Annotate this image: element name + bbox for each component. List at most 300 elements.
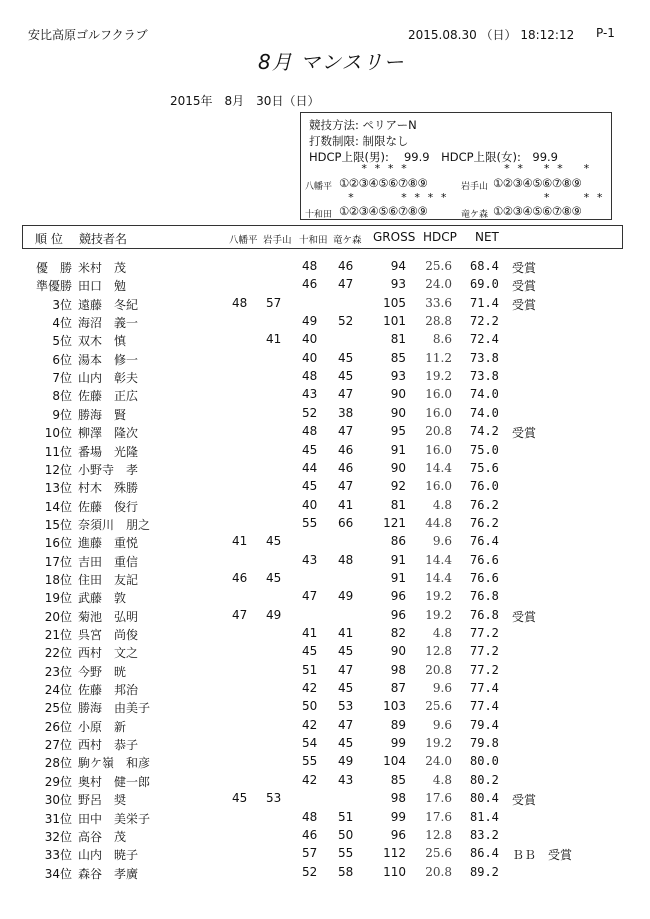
cell-net: 79.8 xyxy=(470,736,499,751)
cell-c4: 47 xyxy=(338,424,354,439)
table-row xyxy=(0,552,650,571)
cell-c3: 51 xyxy=(302,662,318,677)
table-row xyxy=(0,423,650,442)
cell-hdcp: 24.0 xyxy=(425,754,452,769)
cell-rank: 32位 xyxy=(44,829,72,844)
cell-c2: 41 xyxy=(266,332,282,347)
cell-net: 73.8 xyxy=(470,369,499,384)
cell-net: 68.4 xyxy=(470,259,499,273)
cell-hdcp: 19.2 xyxy=(425,607,452,622)
cell-net: 76.8 xyxy=(470,589,499,604)
cell-hdcp: 19.2 xyxy=(425,369,452,384)
cell-c3: 43 xyxy=(302,552,318,567)
table-row xyxy=(0,662,650,681)
cell-rank: 26位 xyxy=(44,719,72,734)
cell-hdcp: 20.8 xyxy=(425,864,452,879)
hole-selection-1: ①②③④⑤⑥⑦⑧⑨ xyxy=(339,176,428,190)
cell-gross: 98 xyxy=(390,791,406,806)
cell-name: 奈須川 朋之 xyxy=(78,517,151,532)
cell-gross: 95 xyxy=(390,424,406,439)
stroke-limit: 打数制限: 制限なし xyxy=(309,134,409,148)
cell-hdcp: 24.0 xyxy=(425,277,452,292)
cell-c4: 45 xyxy=(338,736,354,751)
cell-rank: 22位 xyxy=(44,646,72,661)
table-row xyxy=(0,717,650,736)
cell-c3: 41 xyxy=(302,626,318,640)
table-row xyxy=(0,827,650,846)
cell-gross: 99 xyxy=(390,809,406,824)
cell-rank: 12位 xyxy=(44,462,72,477)
cell-c4: 52 xyxy=(338,314,354,329)
cell-gross: 85 xyxy=(390,350,406,365)
cell-c2: 45 xyxy=(266,534,282,549)
cell-name: 高谷 茂 xyxy=(78,829,127,844)
table-row xyxy=(0,442,650,461)
cell-c1: 48 xyxy=(232,295,248,310)
cell-c1: 46 xyxy=(232,570,248,585)
cell-gross: 121 xyxy=(383,515,406,530)
cell-c4: 51 xyxy=(338,809,354,824)
table-row xyxy=(0,680,650,699)
table-row xyxy=(0,331,650,350)
cell-c4: 47 xyxy=(338,479,354,494)
header-course-2: 岩手山 xyxy=(263,235,292,246)
cell-c3: 49 xyxy=(302,314,318,329)
cell-c3: 45 xyxy=(302,479,318,494)
cell-c4: 47 xyxy=(338,662,354,677)
cell-net: 83.2 xyxy=(470,827,499,842)
cell-hdcp: 4.8 xyxy=(432,626,452,640)
cell-net: 80.0 xyxy=(470,754,499,769)
cell-rank: 33位 xyxy=(44,848,72,863)
cell-rank: 24位 xyxy=(44,683,72,698)
cell-name: 村木 殊勝 xyxy=(78,481,139,496)
cell-name: 呉宮 尚俊 xyxy=(78,628,139,642)
cell-c4: 49 xyxy=(338,754,354,769)
cell-rank: 3位 xyxy=(52,297,72,312)
cell-name: 佐藤 俊行 xyxy=(78,499,139,514)
cell-c4: 41 xyxy=(338,626,354,640)
cell-rank: 5位 xyxy=(52,334,72,349)
course-label-3: 十和田 xyxy=(305,210,333,220)
cell-hdcp: 25.6 xyxy=(425,699,452,714)
cell-gross: 93 xyxy=(390,369,406,384)
cell-name: 進藤 重悦 xyxy=(78,536,139,551)
cell-rank: 28位 xyxy=(44,756,72,771)
cell-c2: 45 xyxy=(266,570,282,585)
cell-hdcp: 14.4 xyxy=(425,570,452,585)
cell-net: 77.4 xyxy=(470,699,499,714)
cell-note: 受賞 xyxy=(512,793,537,808)
cell-c4: 43 xyxy=(338,772,354,787)
cell-hdcp: 12.8 xyxy=(425,644,452,659)
cell-net: 73.8 xyxy=(470,350,499,365)
cell-net: 80.4 xyxy=(470,791,499,806)
cell-net: 76.8 xyxy=(470,607,499,622)
header-name: 競技者名 xyxy=(79,232,128,246)
cell-hdcp: 20.8 xyxy=(425,662,452,677)
cell-name: 西村 恭子 xyxy=(78,738,139,753)
cell-gross: 90 xyxy=(390,387,406,402)
cell-gross: 96 xyxy=(390,589,406,604)
table-row xyxy=(0,405,650,424)
cell-gross: 99 xyxy=(390,736,406,751)
cell-rank: 11位 xyxy=(44,444,72,459)
cell-net: 80.2 xyxy=(470,772,499,787)
cell-c3: 48 xyxy=(302,369,318,384)
cell-name: 小原 新 xyxy=(78,719,127,734)
cell-c4: 45 xyxy=(338,350,354,365)
cell-c4: 45 xyxy=(338,644,354,659)
cell-c4: 45 xyxy=(338,681,354,696)
table-row xyxy=(0,809,650,828)
cell-hdcp: 12.8 xyxy=(425,827,452,842)
cell-c4: 47 xyxy=(338,387,354,402)
table-row xyxy=(0,295,650,314)
competition-date: 2015年 8月 30日（日） xyxy=(170,94,320,108)
cell-c4: 50 xyxy=(338,827,354,842)
cell-gross: 87 xyxy=(390,681,406,696)
hidden-holes-marks-3: * * * * * xyxy=(341,191,447,204)
course-label-4: 竜ケ森 xyxy=(461,210,489,220)
cell-net: 77.2 xyxy=(470,626,499,640)
competition-conditions-box xyxy=(300,112,612,220)
cell-gross: 101 xyxy=(383,314,406,329)
cell-c4: 48 xyxy=(338,552,354,567)
cell-net: 75.0 xyxy=(470,442,499,457)
hole-selection-4: ①②③④⑤⑥⑦⑧⑨ xyxy=(493,204,582,218)
cell-c3: 42 xyxy=(302,717,318,732)
cell-c4: 66 xyxy=(338,515,354,530)
cell-gross: 90 xyxy=(390,644,406,659)
cell-hdcp: 11.2 xyxy=(425,350,452,365)
cell-name: 番場 光隆 xyxy=(78,444,139,459)
cell-net: 76.0 xyxy=(470,479,499,494)
cell-c3: 55 xyxy=(302,515,318,530)
cell-rank: 6位 xyxy=(52,352,72,367)
cell-net: 76.2 xyxy=(470,515,499,530)
cell-note: 受賞 xyxy=(512,261,537,275)
cell-name: 山内 暁子 xyxy=(78,848,139,863)
cell-c3: 44 xyxy=(302,460,318,475)
cell-rank: 17位 xyxy=(44,554,72,569)
cell-gross: 92 xyxy=(390,479,406,494)
cell-net: 76.6 xyxy=(470,552,499,567)
cell-gross: 110 xyxy=(383,864,406,879)
cell-name: 今野 晄 xyxy=(78,664,127,679)
cell-c4: 47 xyxy=(338,277,354,292)
cell-net: 77.2 xyxy=(470,662,499,677)
cell-hdcp: 16.0 xyxy=(425,442,452,457)
table-row xyxy=(0,643,650,662)
hdcp-limits: HDCP上限(男): 99.9 HDCP上限(女): 99.9 xyxy=(309,150,558,164)
cell-c2: 53 xyxy=(266,791,282,806)
header-course-4: 竜ケ森 xyxy=(333,235,362,246)
table-row xyxy=(0,460,650,479)
club-name: 安比高原ゴルフクラブ xyxy=(28,28,148,42)
cell-c1: 45 xyxy=(232,791,248,806)
cell-hdcp: 16.0 xyxy=(425,405,452,420)
cell-rank: 19位 xyxy=(44,591,72,606)
cell-name: 西村 文之 xyxy=(78,646,139,661)
cell-name: 野呂 奨 xyxy=(78,793,127,808)
cell-hdcp: 19.2 xyxy=(425,736,452,751)
cell-rank: 優 勝 xyxy=(35,261,72,275)
table-row xyxy=(0,258,650,277)
cell-c1: 47 xyxy=(232,607,248,622)
table-row xyxy=(0,515,650,534)
cell-name: 米村 茂 xyxy=(78,261,127,275)
cell-c4: 46 xyxy=(338,442,354,457)
cell-hdcp: 4.8 xyxy=(432,497,452,512)
cell-hdcp: 33.6 xyxy=(425,295,452,310)
cell-name: 山内 彰夫 xyxy=(78,371,139,386)
table-row xyxy=(0,698,650,717)
table-row xyxy=(0,276,650,295)
cell-c3: 57 xyxy=(302,846,318,861)
course-label-2: 岩手山 xyxy=(461,182,489,192)
cell-name: 湯本 修一 xyxy=(78,352,139,367)
cell-c1: 41 xyxy=(232,534,248,549)
cell-gross: 90 xyxy=(390,460,406,475)
table-row xyxy=(0,478,650,497)
cell-gross: 82 xyxy=(390,626,406,640)
cell-rank: 7位 xyxy=(52,371,72,386)
hidden-holes-marks-1: * * * * xyxy=(341,162,408,175)
table-row xyxy=(0,735,650,754)
cell-rank: 30位 xyxy=(44,793,72,808)
cell-net: 77.2 xyxy=(470,644,499,659)
cell-name: 吉田 重信 xyxy=(78,554,139,569)
page-number: P-1 xyxy=(596,26,615,40)
table-row xyxy=(0,772,650,791)
header-rank: 順 位 xyxy=(35,232,63,246)
course-label-1: 八幡平 xyxy=(305,182,333,192)
cell-net: 71.4 xyxy=(470,295,499,310)
cell-hdcp: 16.0 xyxy=(425,479,452,494)
cell-note: 受賞 xyxy=(512,297,537,312)
cell-gross: 85 xyxy=(390,772,406,787)
cell-hdcp: 14.4 xyxy=(425,460,452,475)
header-course-3: 十和田 xyxy=(299,235,328,246)
cell-c4: 41 xyxy=(338,497,354,512)
cell-net: 75.6 xyxy=(470,460,499,475)
cell-hdcp: 25.6 xyxy=(425,259,452,273)
cell-c3: 46 xyxy=(302,277,318,292)
cell-rank: 10位 xyxy=(44,426,72,441)
cell-rank: 27位 xyxy=(44,738,72,753)
cell-net: 77.4 xyxy=(470,681,499,696)
cell-c3: 46 xyxy=(302,827,318,842)
cell-c3: 55 xyxy=(302,754,318,769)
cell-net: 69.0 xyxy=(470,277,499,292)
cell-name: 菊池 弘明 xyxy=(78,609,139,624)
print-datetime: 2015.08.30 （日） 18:12:12 xyxy=(408,28,575,42)
cell-name: 田口 勉 xyxy=(78,279,127,294)
cell-hdcp: 14.4 xyxy=(425,552,452,567)
cell-gross: 91 xyxy=(390,570,406,585)
cell-c3: 45 xyxy=(302,644,318,659)
table-row xyxy=(0,790,650,809)
cell-gross: 96 xyxy=(390,827,406,842)
cell-gross: 112 xyxy=(383,846,406,861)
cell-gross: 104 xyxy=(383,754,406,769)
cell-hdcp: 4.8 xyxy=(432,772,452,787)
cell-hdcp: 8.6 xyxy=(432,332,452,347)
header-net: NET xyxy=(475,230,499,244)
cell-rank: 15位 xyxy=(44,517,72,532)
cell-c4: 38 xyxy=(338,405,354,420)
cell-net: 74.2 xyxy=(470,424,499,439)
table-row xyxy=(0,864,650,883)
cell-gross: 91 xyxy=(390,442,406,457)
cell-hdcp: 9.6 xyxy=(432,681,452,696)
cell-c3: 47 xyxy=(302,589,318,604)
cell-rank: 20位 xyxy=(44,609,72,624)
cell-name: 佐藤 邦治 xyxy=(78,683,139,698)
cell-hdcp: 28.8 xyxy=(425,314,452,329)
cell-gross: 105 xyxy=(383,295,406,310)
cell-net: 74.0 xyxy=(470,387,499,402)
cell-name: 遠藤 冬紀 xyxy=(78,297,139,312)
cell-name: 奥村 健一郎 xyxy=(78,774,151,789)
table-row xyxy=(0,497,650,516)
table-row xyxy=(0,845,650,864)
cell-c3: 42 xyxy=(302,772,318,787)
cell-c3: 54 xyxy=(302,736,318,751)
table-row xyxy=(0,625,650,644)
table-row xyxy=(0,386,650,405)
cell-c3: 48 xyxy=(302,424,318,439)
cell-name: 双木 慎 xyxy=(78,334,127,349)
table-row xyxy=(0,368,650,387)
table-row xyxy=(0,607,650,626)
hole-selection-3: ①②③④⑤⑥⑦⑧⑨ xyxy=(339,204,428,218)
header-hdcp: HDCP xyxy=(423,230,457,244)
cell-name: 武藤 敦 xyxy=(78,591,127,606)
cell-name: 柳澤 隆次 xyxy=(78,426,139,441)
cell-hdcp: 44.8 xyxy=(425,515,452,530)
competition-method: 競技方法: ペリアーN xyxy=(309,118,417,132)
cell-rank: 34位 xyxy=(44,866,72,881)
cell-net: 76.2 xyxy=(470,497,499,512)
cell-name: 駒ケ嶺 和彦 xyxy=(78,756,151,771)
cell-gross: 81 xyxy=(390,497,406,512)
cell-name: 森谷 孝廣 xyxy=(78,866,139,881)
cell-rank: 13位 xyxy=(44,481,72,496)
cell-c3: 40 xyxy=(302,497,318,512)
cell-net: 86.4 xyxy=(470,846,499,861)
cell-c3: 42 xyxy=(302,681,318,696)
cell-gross: 96 xyxy=(390,607,406,622)
cell-hdcp: 19.2 xyxy=(425,589,452,604)
cell-c3: 52 xyxy=(302,405,318,420)
cell-c3: 50 xyxy=(302,699,318,714)
cell-net: 72.4 xyxy=(470,332,499,347)
cell-c4: 55 xyxy=(338,846,354,861)
cell-c3: 43 xyxy=(302,387,318,402)
cell-gross: 86 xyxy=(390,534,406,549)
cell-rank: 25位 xyxy=(44,701,72,716)
header-course-1: 八幡平 xyxy=(229,235,258,246)
cell-name: 勝海 賢 xyxy=(78,407,127,422)
cell-net: 76.4 xyxy=(470,534,499,549)
cell-rank: 4位 xyxy=(52,316,72,331)
cell-c3: 48 xyxy=(302,259,318,273)
hole-selection-2: ①②③④⑤⑥⑦⑧⑨ xyxy=(493,176,582,190)
table-row xyxy=(0,313,650,332)
cell-c4: 46 xyxy=(338,259,354,273)
cell-hdcp: 17.6 xyxy=(425,809,452,824)
cell-rank: 14位 xyxy=(44,499,72,514)
table-row xyxy=(0,588,650,607)
cell-gross: 81 xyxy=(390,332,406,347)
cell-hdcp: 9.6 xyxy=(432,717,452,732)
cell-c4: 47 xyxy=(338,717,354,732)
cell-rank: 9位 xyxy=(52,407,72,422)
cell-name: 佐藤 正広 xyxy=(78,389,139,404)
results-table-header xyxy=(22,225,623,249)
cell-name: 小野寺 孝 xyxy=(78,462,139,477)
table-row xyxy=(0,570,650,589)
cell-note: 受賞 xyxy=(512,609,537,624)
cell-c2: 57 xyxy=(266,295,282,310)
cell-net: 74.0 xyxy=(470,405,499,420)
cell-name: 田中 美栄子 xyxy=(78,811,151,826)
cell-c3: 52 xyxy=(302,864,318,879)
cell-hdcp: 9.6 xyxy=(432,534,452,549)
cell-note: 受賞 xyxy=(512,279,537,294)
cell-c4: 49 xyxy=(338,589,354,604)
cell-name: 海沼 義一 xyxy=(78,316,139,331)
cell-c3: 48 xyxy=(302,809,318,824)
cell-rank: 21位 xyxy=(44,628,72,642)
cell-gross: 93 xyxy=(390,277,406,292)
cell-gross: 94 xyxy=(390,259,406,273)
cell-c4: 53 xyxy=(338,699,354,714)
cell-c3: 40 xyxy=(302,350,318,365)
cell-net: 76.6 xyxy=(470,570,499,585)
cell-gross: 90 xyxy=(390,405,406,420)
cell-hdcp: 20.8 xyxy=(425,424,452,439)
cell-c3: 45 xyxy=(302,442,318,457)
cell-net: 79.4 xyxy=(470,717,499,732)
cell-c4: 58 xyxy=(338,864,354,879)
cell-rank: 16位 xyxy=(44,536,72,551)
cell-rank: 8位 xyxy=(52,389,72,404)
cell-c2: 49 xyxy=(266,607,282,622)
cell-rank: 準優勝 xyxy=(35,279,72,294)
cell-c3: 40 xyxy=(302,332,318,347)
cell-rank: 31位 xyxy=(44,811,72,826)
hidden-holes-marks-4: * * * xyxy=(497,191,603,204)
cell-rank: 23位 xyxy=(44,664,72,679)
cell-gross: 98 xyxy=(390,662,406,677)
hidden-holes-marks-2: * * * * * xyxy=(497,162,590,175)
cell-gross: 89 xyxy=(390,717,406,732)
cell-note: 受賞 xyxy=(512,426,537,441)
cell-net: 89.2 xyxy=(470,864,499,879)
cell-name: 勝海 由美子 xyxy=(78,701,151,716)
cell-rank: 18位 xyxy=(44,572,72,587)
cell-rank: 29位 xyxy=(44,774,72,789)
cell-name: 住田 友記 xyxy=(78,572,139,587)
cell-hdcp: 25.6 xyxy=(425,846,452,861)
cell-c4: 46 xyxy=(338,460,354,475)
cell-net: 72.2 xyxy=(470,314,499,329)
cell-c4: 45 xyxy=(338,369,354,384)
cell-hdcp: 17.6 xyxy=(425,791,452,806)
